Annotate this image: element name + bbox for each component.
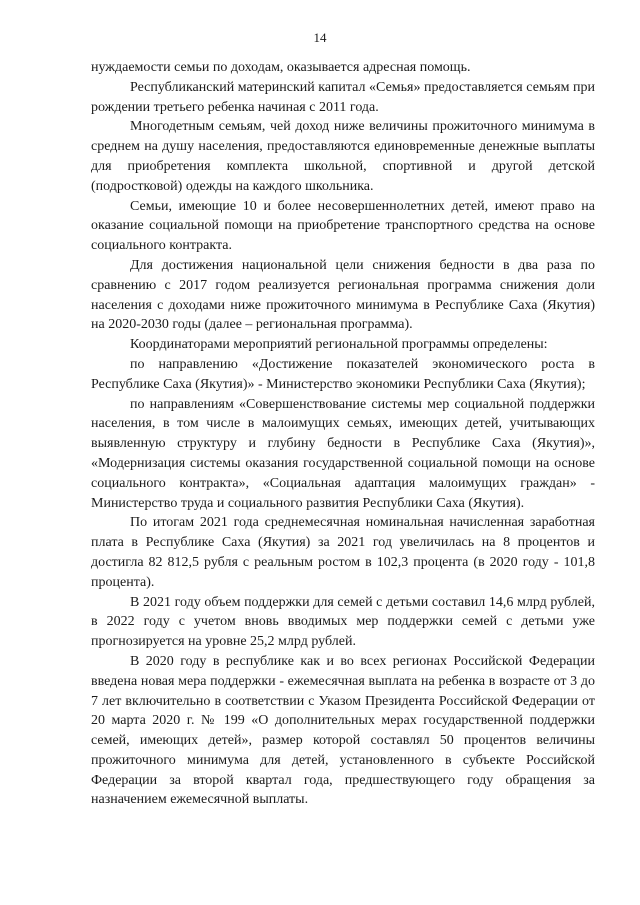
paragraph-regional-program: Для достижения национальной цели снижения бедности в два раза по сравнению с 2017 годом реализуется региональная программа снижения доли населения с доходами ниже прожиточного минимума в Республике Саха (Якутия) на 2020-2030 годы (далее – региональная программа). bbox=[91, 257, 595, 333]
paragraph-continuation: нуждаемости семьи по доходам, оказывается адресная помощь. bbox=[91, 60, 471, 75]
paragraph-family-support-volume: В 2021 году объем поддержки для семей с детьми составил 14,6 млрд рублей, в 2022 году с учетом вновь вводимых мер поддержки семей с детьми уже прогнозируется на уровне 25,2 млрд рублей. bbox=[91, 594, 595, 650]
paragraph-monthly-payment-2020: В 2020 году в республике как и во всех регионах Российской Федерации введена новая мера поддержки - ежемесячная выплата на ребенка в возрасте от 3 до 7 лет включительно в соответствии с Указом Президента Российской Федерации от 20 марта 2020 г. № 199 «О дополнительных мерах государственной поддержки семей, имеющих детей», размер которой составлял 50 процентов величины прожиточного минимума для детей, установленного в субъекте Российской Федерации за второй квартал года, предшествующего году обращения за назначением ежемесячной выплаты. bbox=[91, 653, 595, 808]
paragraph-economy-direction: по направлению «Достижение показателей экономического роста в Республике Саха (Якутия)» - Министерство экономики Республики Саха (Якутия); bbox=[91, 356, 595, 392]
paragraph-wages-2021: По итогам 2021 года среднемесячная номинальная начисленная заработная плата в Республике Саха (Якутия) за 2021 год увеличилась на 8 процентов и достигла 82 812,5 рубля с реальным ростом в 102,3 процента (в 2020 году - 101,8 процента). bbox=[91, 515, 595, 590]
paragraph-maternity-capital: Республиканский материнский капитал «Семья» предоставляется семьям при рождении третьего ребенка начиная с 2011 года. bbox=[91, 79, 595, 115]
paragraph-transport-assistance: Семьи, имеющие 10 и более несовершеннолетних детей, имеют право на оказание социальной помощи на приобретение транспортного средства на основе социального контракта. bbox=[91, 198, 595, 254]
page-number: 14 bbox=[313, 30, 327, 45]
paragraph-social-directions: по направлениям «Совершенствование системы мер социальной поддержки населения, в том числе в малоимущих семьях, имеющих детей, учитывающих выявленную структуру и глубину бедности в Республике Саха (Якутия)», «Модернизация системы оказания государственной социальной помощи на основе социального контракта», «Социальная адаптация малоимущих граждан» - Министерство труда и социального развития Республики Саха (Якутия). bbox=[91, 396, 595, 511]
paragraph-coordinators-intro: Координаторами мероприятий региональной программы определены: bbox=[130, 337, 548, 353]
paragraph-large-families-payments: Многодетным семьям, чей доход ниже величины прожиточного минимума в среднем на душу населения, предоставляются единовременные денежные выплаты для приобретения комплекта школьной, спортивной и другой детской (подростковой) одежды на каждого школьника. bbox=[91, 119, 595, 194]
document-body bbox=[91, 58, 595, 810]
